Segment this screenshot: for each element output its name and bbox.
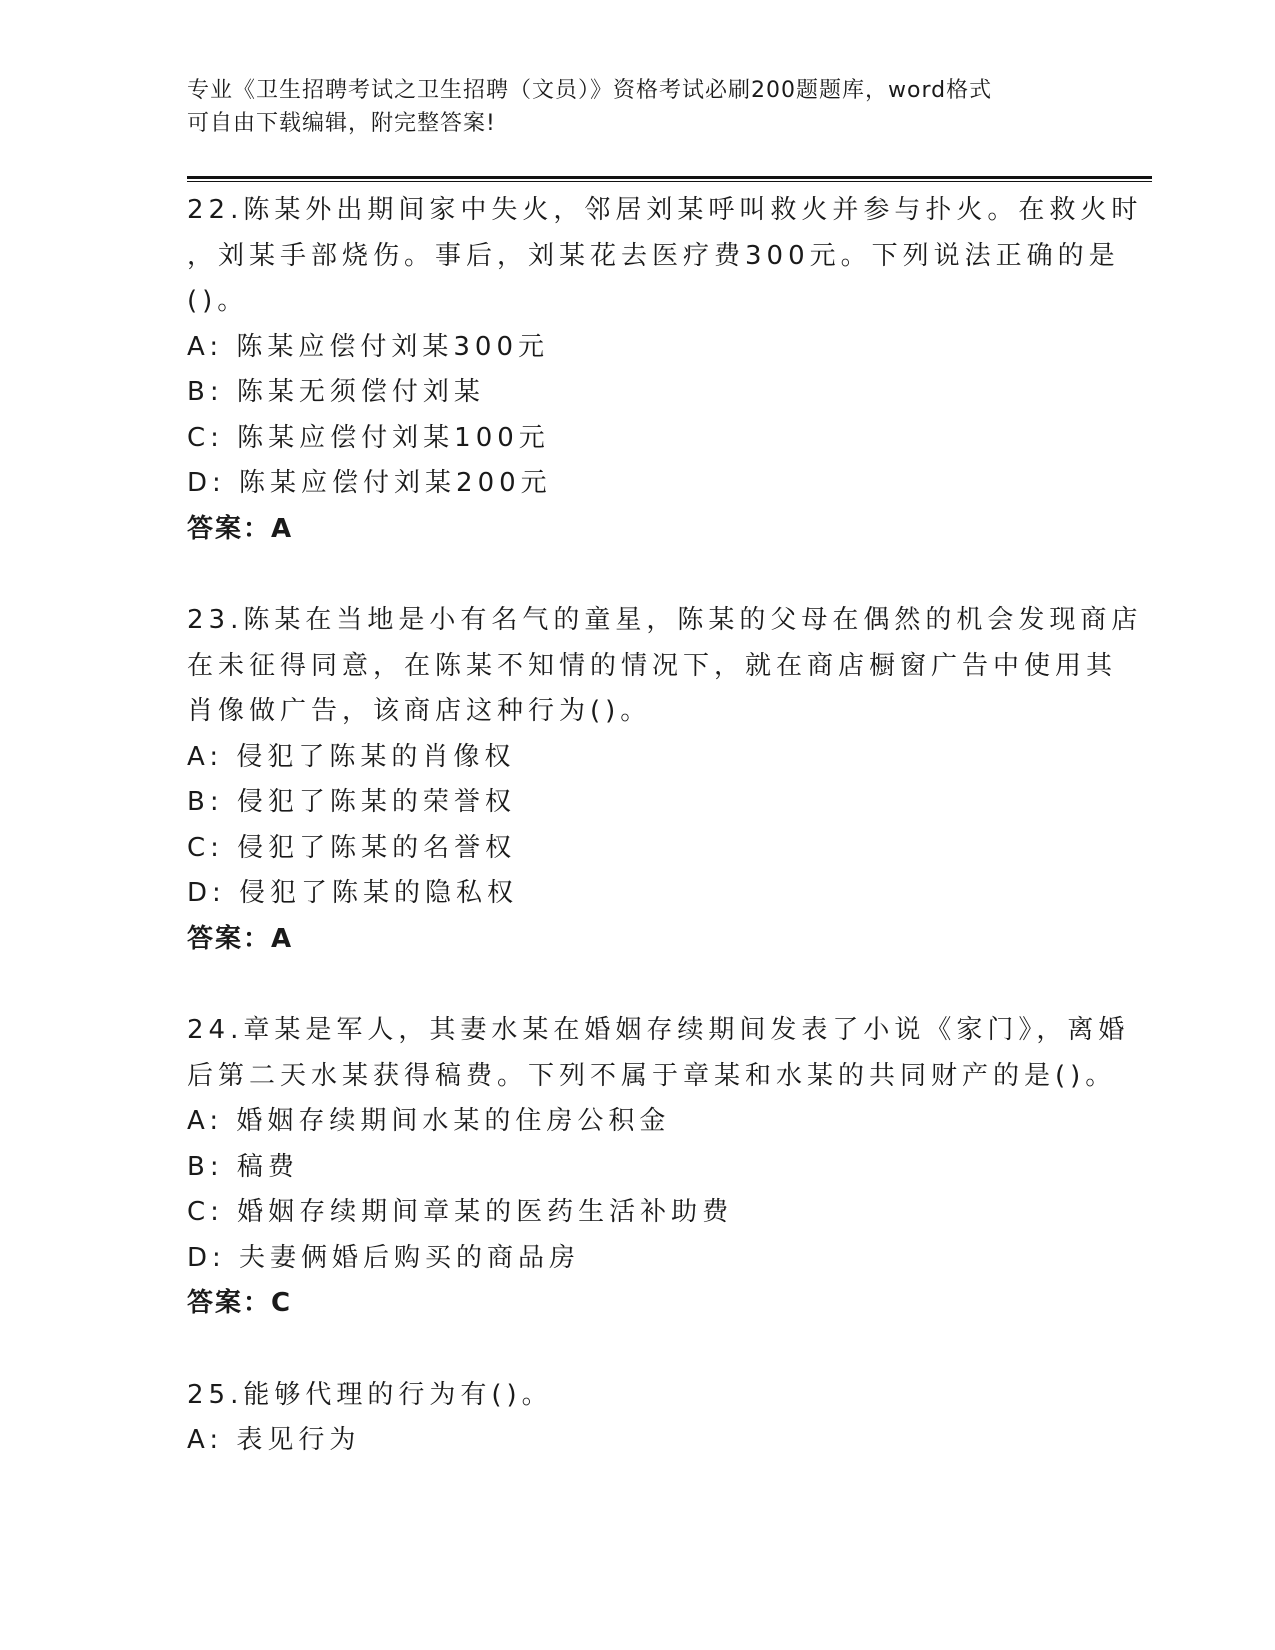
question-stem-line: 22.陈某外出期间家中失火，邻居刘某呼叫救火并参与扑火。在救火时 (187, 195, 1143, 225)
question-list (187, 188, 1143, 1510)
option-d: D: 侵犯了陈某的隐私权 (187, 878, 519, 908)
question-stem-line: ()。 (187, 286, 249, 316)
header-line-1: 专业《卫生招聘考试之卫生招聘（文员）》资格考试必刷200题题库，word格式 (187, 78, 993, 103)
option-b: B: 陈某无须偿付刘某 (187, 377, 485, 407)
option-b: B: 侵犯了陈某的荣誉权 (187, 787, 516, 817)
question-stem-line: 25.能够代理的行为有()。 (187, 1379, 553, 1410)
option-a: A: 侵犯了陈某的肖像权 (187, 741, 516, 772)
question-stem-line: 肖像做广告，该商店这种行为()。 (187, 696, 652, 726)
option-c: C: 陈某应偿付刘某100元 (187, 422, 550, 453)
option-d: D: 夫妻俩婚后购买的商品房 (187, 1242, 581, 1273)
question-stem-line: 23.陈某在当地是小有名气的童星，陈某的父母在偶然的机会发现商店 (187, 605, 1143, 635)
header-line-2: 可自由下载编辑，附完整答案! (187, 111, 496, 136)
option-a: A: 陈某应偿付刘某300元 (187, 331, 549, 362)
question-22 (187, 188, 1143, 552)
option-c: C: 婚姻存续期间章某的医药生活补助费 (187, 1197, 734, 1227)
answer-label: 答案：C (187, 1288, 293, 1318)
header-divider-thin (187, 181, 1152, 182)
option-b: B: 稿费 (187, 1151, 299, 1182)
question-23 (187, 598, 1143, 962)
question-stem-line: 24.章某是军人，其妻水某在婚姻存续期间发表了小说《家门》，离婚 (187, 1015, 1130, 1045)
answer-label: 答案：A (187, 513, 294, 544)
option-a: A: 表见行为 (187, 1425, 361, 1455)
document-header (187, 74, 1087, 140)
question-stem-line: 后第二天水某获得稿费。下列不属于章某和水某的共同财产的是()。 (187, 1060, 1117, 1091)
question-25 (187, 1373, 1087, 1464)
option-c: C: 侵犯了陈某的名誉权 (187, 832, 517, 863)
question-stem-line: ，刘某手部烧伤。事后，刘某花去医疗费300元。下列说法正确的是 (187, 240, 1120, 271)
option-a: A: 婚姻存续期间水某的住房公积金 (187, 1106, 671, 1136)
answer-label: 答案：A (187, 923, 294, 954)
question-stem-line: 在未征得同意，在陈某不知情的情况下，就在商店橱窗广告中使用其 (187, 650, 1118, 681)
option-d: D: 陈某应偿付刘某200元 (187, 468, 552, 498)
question-24 (187, 1008, 1130, 1327)
header-divider-thick (187, 176, 1152, 179)
